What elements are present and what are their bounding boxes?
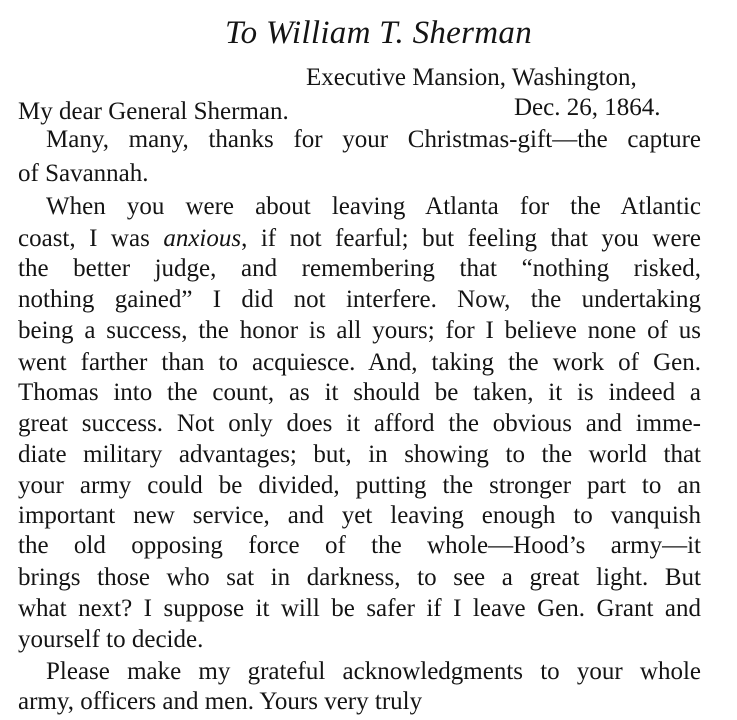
letter-title: To William T. Sherman	[224, 15, 533, 51]
body-line: Many, many, thanks for your Christmas-gift—the capture	[46, 126, 701, 153]
body-line: your army could be divided, putting the stronger part to an	[18, 472, 701, 499]
body-line: Please make my grateful acknowledgments to your whole	[46, 658, 701, 685]
body-line: the better judge, and remembering that “nothing risked,	[18, 255, 701, 282]
body-line-with-emphasis	[18, 225, 701, 253]
body-line: brings those who sat in darkness, to see a great light. But	[18, 564, 701, 591]
body-line: what next? I suppose it will be safer if I leave Gen. Grant and	[18, 595, 701, 622]
letter-place: Executive Mansion, Washington,	[306, 64, 637, 91]
body-line: army, officers and men. Yours very truly	[18, 688, 423, 715]
letter-salutation: My dear General Sherman.	[18, 98, 289, 125]
body-line-part: , if not fearful; but feeling that you were	[241, 225, 701, 252]
body-line: important new service, and yet leaving enough to vanquish	[18, 502, 701, 529]
body-line: yourself to decide.	[18, 626, 204, 653]
body-line: being a success, the honor is all yours; for I believe none of us	[18, 317, 701, 344]
body-line-part: coast, I was	[18, 225, 164, 252]
body-line: When you were about leaving Atlanta for the Atlantic	[46, 193, 701, 220]
body-line: the old opposing force of the whole—Hood’s army—it	[18, 532, 701, 559]
body-line: great success. Not only does it afford the obvious and imme-	[18, 410, 701, 437]
emphasized-word: anxious	[163, 225, 242, 252]
body-line: nothing gained” I did not interfere. Now, the undertaking	[18, 286, 701, 313]
body-line: went farther than to acquiesce. And, taking the work of Gen.	[18, 349, 701, 376]
body-line: Thomas into the count, as it should be taken, it is indeed a	[18, 379, 701, 406]
body-line: diate military advantages; but, in showing to the world that	[18, 441, 701, 468]
letter-date: Dec. 26, 1864.	[514, 94, 661, 121]
body-line: of Savannah.	[18, 160, 149, 187]
